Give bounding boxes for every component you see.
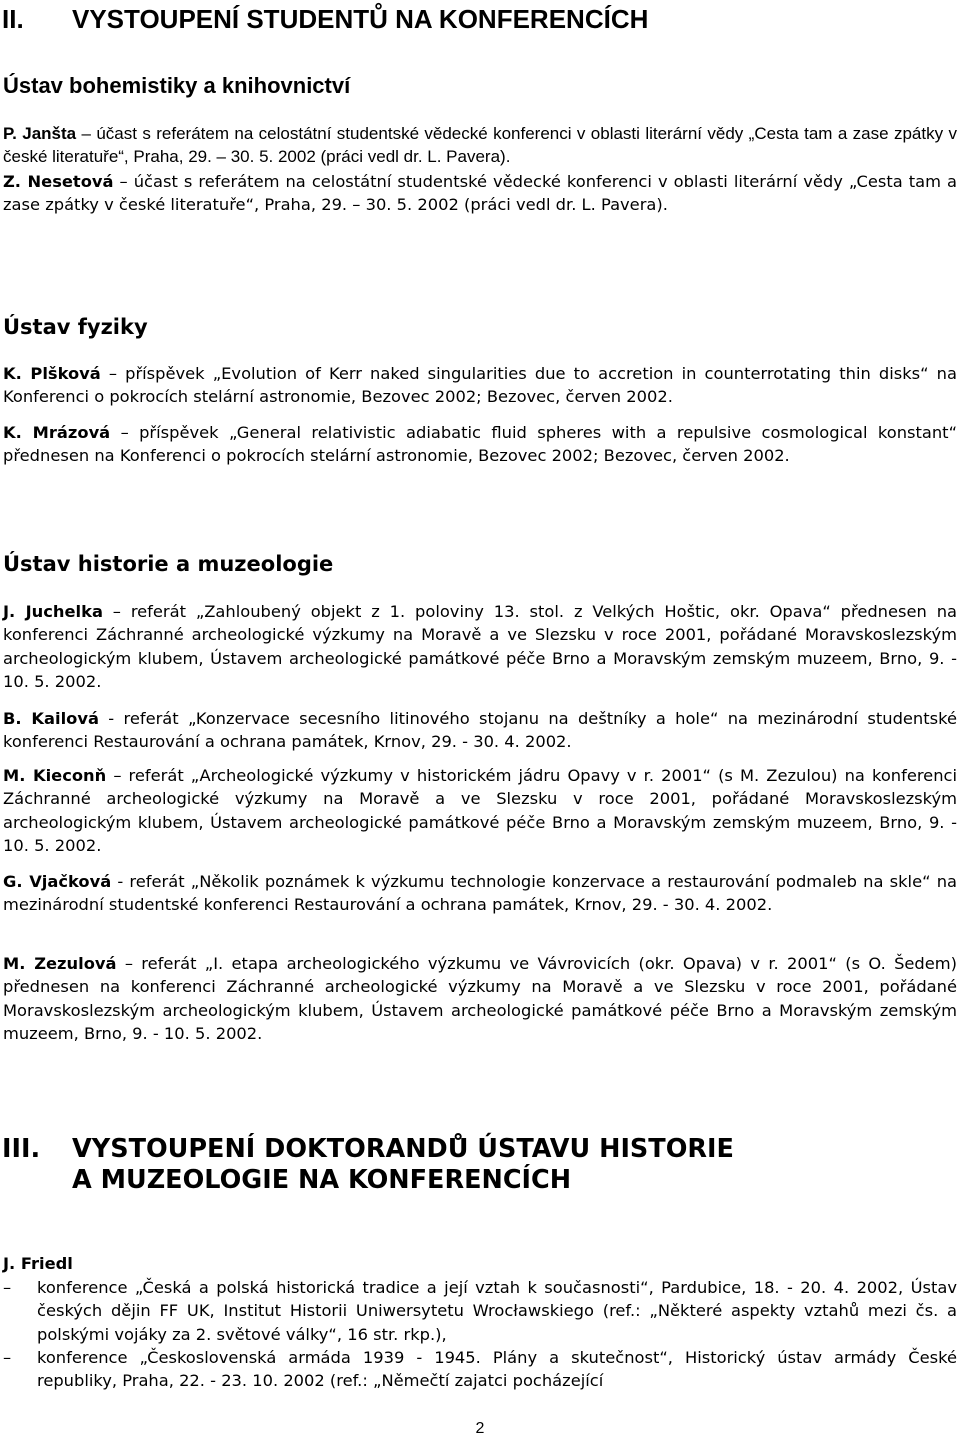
list-item-text: konference „Československá armáda 1939 - 1945. Plány a skutečnost“, Historický ústav armády České republiky, Praha, 22. - 23. 10. 2002 (ref.: „Němečtí zajatci pocházející [37,1347,957,1391]
section-title: VYSTOUPENÍ STUDENTŮ NA KONFERENCÍCH [72,4,649,34]
entry-paragraph [3,421,957,468]
entry-paragraph [3,170,957,217]
entry-name: M. Kieconň [3,766,107,785]
entry-name: G. Vjačková [3,872,112,891]
list-dash: – [3,1278,12,1297]
section-title-line1: VYSTOUPENÍ DOKTORANDŮ ÚSTAVU HISTORIE [72,1134,734,1164]
list-item [3,1276,957,1346]
list-item-text: konference „Česká a polská historická tradice a její vztah k současnosti“, Pardubice, 18. - 20. 4. 2002, Ústav českých dějin FF UK, Institut Historii Uniwersytetu Wrocławskiego (ref.: „Některé aspekty vztahů mezi čs. a polskými vojáky za 2. světové války“, 16 str. rkp.), [37,1278,957,1344]
section-heading-doctorands [2,1134,734,1196]
entry-paragraph [3,952,957,1045]
entry-name: Z. Nesetová [3,172,114,191]
entry-text: - referát „Konzervace secesního litinového stojanu na deštníky a hole“ na mezinárodní studentské konferenci Restaurování a ochrana památek, Krnov, 29. - 30. 4. 2002. [3,709,957,752]
entry-paragraph [3,707,957,754]
entry-text: – účast s referátem na celostátní studentské vědecké konferenci v oblasti literární vědy „Cesta tam a zase zpátky v české literatuře“, Praha, 29. – 30. 5. 2002 (práci vedl dr. L. Pavera). [3,124,957,167]
group-heading-bohemistika: Ústav bohemistiky a knihovnictví [3,73,351,98]
section-title-line2: A MUZEOLOGIE NA KONFERENCÍCH [72,1165,572,1195]
entry-text: – referát „Archeologické výzkumy v historickém jádru Opavy v r. 2001“ (s M. Zezulou) na konferenci Záchranné archeologické výzkumy na Moravě a ve Slezsku v roce 2001, pořádané Moravskoslezským archeologickým klubem, Ústavem archeologické památkové péče Brno a Moravským zemským muzeem, Brno, 9. - 10. 5. 2002. [3,766,957,855]
entry-name: K. Plšková [3,364,101,383]
list-item [3,1346,957,1393]
group-heading-fyzika: Ústav fyziky [3,315,148,339]
entry-text: – příspěvek „Evolution of Kerr naked singularities due to accretion in counterrotating thin disks“ na Konferenci o pokrocích stelární astronomie, Bezovec 2002; Bezovec, červen 2002. [3,364,957,407]
group-heading-historie: Ústav historie a muzeologie [3,552,334,576]
entry-name: M. Zezulová [3,954,117,973]
entry-text: – účast s referátem na celostátní studentské vědecké konferenci v oblasti literární vědy „Cesta tam a zase zpátky v české literatuře“, Praha, 29. – 30. 5. 2002 (práci vedl dr. L. Pavera). [3,172,957,215]
entry-name: P. Janšta [3,124,77,143]
entry-name: K. Mrázová [3,423,111,442]
section-number: II. [2,4,24,34]
section-number: III. [2,1134,41,1164]
entry-name: B. Kailová [3,709,99,728]
entry-text: - referát „Několik poznámek k výzkumu technologie konzervace a restaurování podmaleb na skle“ na mezinárodní studentské konferenci Restaurování a ochrana památek, Krnov, 29. - 30. 4. 2002. [3,872,957,915]
entry-text: – příspěvek „General relativistic adiabatic fluid spheres with a repulsive cosmological konstant“ přednesen na Konferenci o pokrocích stelární astronomie, Bezovec 2002; Bezovec, červen 2002. [3,423,958,466]
list-dash: – [3,1347,12,1367]
section-heading-students [2,4,648,35]
page-number: 2 [475,1420,485,1437]
entry-paragraph [3,600,957,693]
entry-paragraph [3,122,957,169]
entry-text: – referát „I. etapa archeologického výzkumu ve Vávrovicích (okr. Opava) v r. 2001“ (s O. Šedem) přednesen na konferenci Záchranné archeologické výzkumy na Moravě a ve Slezsku v roce 2001, pořádané Moravskoslezským archeologickým klubem, Ústavem archeologické památkové péče Brno a Moravským zemským muzeem, Brno, 9. - 10. 5. 2002. [3,954,957,1043]
entry-paragraph [3,870,957,917]
entry-name: J. Juchelka [3,602,103,621]
entry-paragraph [3,362,957,409]
entry-paragraph [3,764,957,857]
person-name: J. Friedl [3,1254,73,1273]
conference-list [3,1276,957,1392]
entry-text: – referát „Zahloubený objekt z 1. poloviny 13. stol. z Velkých Hoštic, okr. Opava“ přednesen na konferenci Záchranné archeologické výzkumy na Moravě a ve Slezsku v roce 2001, pořádané Moravskoslezským archeologickým klubem, Ústavem archeologické památkové péče Brno a Moravským zemským muzeem, Brno, 9. - 10. 5. 2002. [3,602,957,691]
